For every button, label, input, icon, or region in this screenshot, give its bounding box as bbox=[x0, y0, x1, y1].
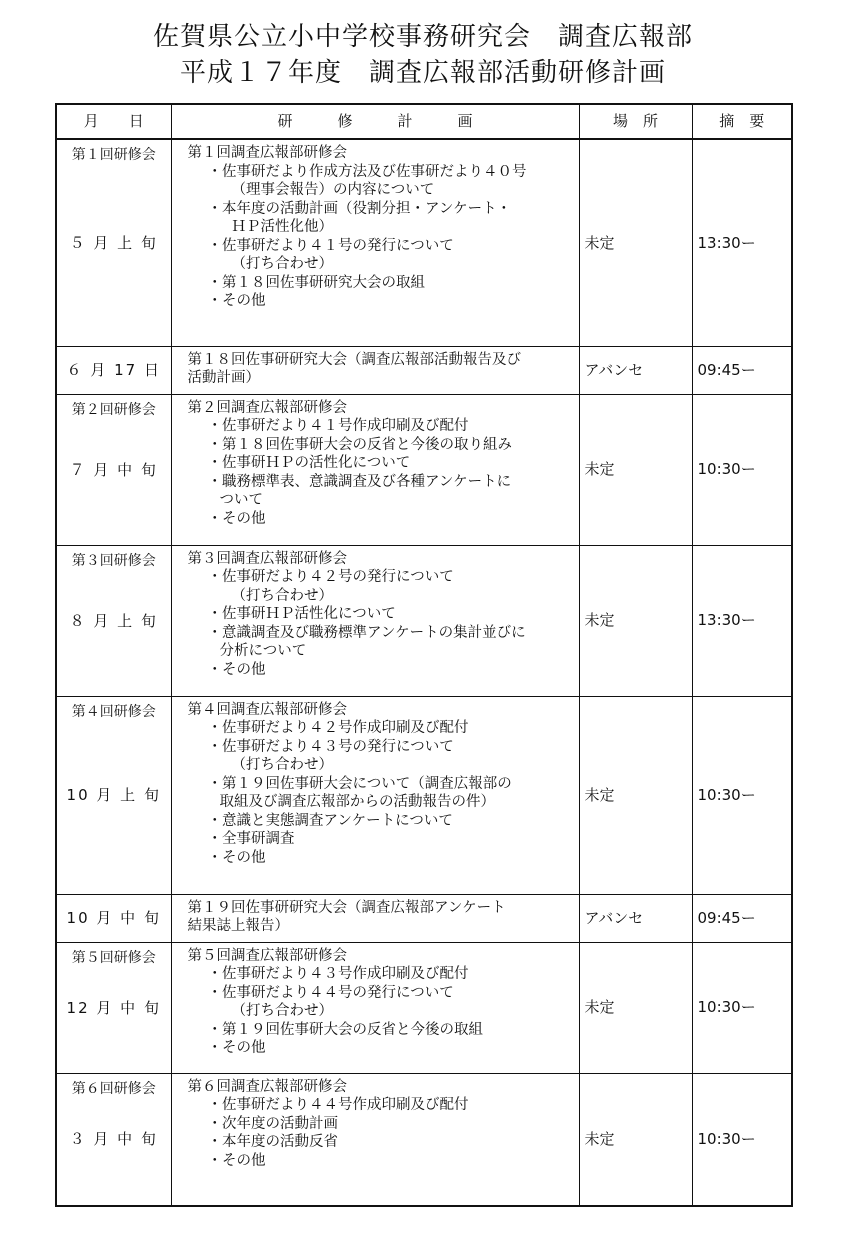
session-label: 第２回研修会 bbox=[71, 401, 156, 418]
plan-item: ・意識と実態調査アンケートについて bbox=[207, 812, 453, 829]
session-label: 第４回研修会 bbox=[71, 703, 156, 720]
date-cell bbox=[56, 545, 171, 696]
date-cell bbox=[56, 346, 171, 394]
plan-item: （打ち合わせ） bbox=[231, 1003, 333, 1019]
header-note: 摘 要 bbox=[692, 104, 792, 139]
table-row bbox=[56, 696, 792, 894]
date-label: ８ 月 上 旬 bbox=[69, 611, 158, 630]
date-label: 10 月 上 旬 bbox=[66, 785, 161, 804]
header-plan: 研 修 計 画 bbox=[171, 104, 579, 139]
plan-item: ・次年度の活動計画 bbox=[207, 1115, 338, 1132]
time-cell: 13:30ー bbox=[692, 545, 792, 696]
time-cell: 13:30ー bbox=[692, 139, 792, 346]
plan-item: ・佐事研だより４１号作成印刷及び配付 bbox=[207, 418, 469, 434]
table-row bbox=[56, 942, 792, 1073]
plan-item: ・佐事研ＨＰの活性化について bbox=[207, 455, 411, 471]
time-cell: 10:30ー bbox=[692, 1073, 792, 1206]
plan-item: ・その他 bbox=[207, 661, 266, 678]
date-label: ６ 月 17 日 bbox=[66, 360, 161, 379]
table-row bbox=[56, 346, 792, 394]
date-label: ３ 月 中 旬 bbox=[69, 1130, 158, 1148]
plan-heading: 結果誌上報告） bbox=[187, 918, 289, 934]
date-label: ５ 月 上 旬 bbox=[69, 233, 158, 252]
plan-item: ・佐事研だより４２号作成印刷及び配付 bbox=[207, 720, 469, 736]
place-cell: アバンセ bbox=[579, 346, 692, 394]
date-cell bbox=[56, 139, 171, 346]
time-cell: 09:45ー bbox=[692, 894, 792, 942]
table-row bbox=[56, 139, 792, 346]
plan-heading: 第４回調査広報部研修会 bbox=[187, 701, 347, 718]
plan-heading: 第６回調査広報部研修会 bbox=[187, 1078, 347, 1095]
plan-item: （打ち合わせ） bbox=[231, 256, 333, 272]
time-cell: 09:45ー bbox=[692, 346, 792, 394]
plan-heading: 第２回調査広報部研修会 bbox=[187, 399, 347, 416]
plan-item: ・その他 bbox=[207, 1040, 266, 1056]
time-cell: 10:30ー bbox=[692, 696, 792, 894]
plan-cell bbox=[171, 942, 579, 1073]
plan-item: ・意識調査及び職務標準アンケートの集計並びに bbox=[207, 624, 526, 641]
plan-item: ・佐事研だより４３号の発行について bbox=[207, 738, 454, 755]
plan-item: ・第１９回佐事研大会の反省と今後の取組 bbox=[207, 1021, 483, 1038]
header-place: 場 所 bbox=[579, 104, 692, 139]
date-cell bbox=[56, 894, 171, 942]
plan-heading: 第１９回佐事研研究大会（調査広報部アンケート bbox=[187, 899, 506, 916]
place-cell: 未定 bbox=[579, 139, 692, 346]
plan-cell bbox=[171, 394, 579, 545]
plan-item: ・佐事研だより４４号の発行について bbox=[207, 984, 454, 1001]
plan-item: ・佐事研だより４１号の発行について bbox=[207, 237, 454, 254]
plan-item: ＨＰ活性化他） bbox=[231, 219, 333, 235]
plan-cell bbox=[171, 545, 579, 696]
place-cell: アバンセ bbox=[579, 894, 692, 942]
session-label: 第６回研修会 bbox=[71, 1080, 156, 1097]
plan-item: ・佐事研だより４３号作成印刷及び配付 bbox=[207, 966, 469, 982]
date-label: 12 月 中 旬 bbox=[66, 998, 161, 1017]
place-cell: 未定 bbox=[579, 394, 692, 545]
table-row bbox=[56, 545, 792, 696]
date-cell bbox=[56, 696, 171, 894]
plan-item: 分析について bbox=[219, 643, 307, 659]
plan-heading: 第５回調査広報部研修会 bbox=[187, 947, 347, 964]
plan-heading: 活動計画） bbox=[187, 370, 260, 386]
plan-cell bbox=[171, 696, 579, 894]
place-cell: 未定 bbox=[579, 545, 692, 696]
plan-cell bbox=[171, 894, 579, 942]
plan-cell bbox=[171, 1073, 579, 1206]
plan-item: ・本年度の活動反省 bbox=[207, 1134, 338, 1150]
session-label: 第５回研修会 bbox=[71, 949, 156, 966]
session-label: 第１回研修会 bbox=[71, 147, 156, 163]
plan-item: ・第１９回佐事研大会について（調査広報部の bbox=[207, 775, 512, 792]
plan-heading: 第３回調査広報部研修会 bbox=[187, 550, 347, 567]
plan-item: 取組及び調査広報部からの活動報告の件） bbox=[219, 794, 495, 810]
table-row bbox=[56, 1073, 792, 1206]
date-cell bbox=[56, 1073, 171, 1206]
plan-item: ・佐事研だより作成方法及び佐事研だより４０号 bbox=[207, 163, 527, 180]
plan-item: ・職務標準表、意識調査及び各種アンケートに bbox=[207, 473, 512, 490]
plan-item: ・その他 bbox=[207, 1152, 266, 1169]
place-cell: 未定 bbox=[579, 1073, 692, 1206]
document-subtitle: 平成１７年度 調査広報部活動研修計画 bbox=[179, 58, 666, 88]
place-cell: 未定 bbox=[579, 942, 692, 1073]
plan-heading: 第１８回佐事研研究大会（調査広報部活動報告及び bbox=[187, 351, 521, 368]
plan-item: （打ち合わせ） bbox=[231, 587, 333, 604]
table-row bbox=[56, 894, 792, 942]
place-cell: 未定 bbox=[579, 696, 692, 894]
plan-item: ・全事研調査 bbox=[207, 831, 295, 847]
plan-item: ・佐事研ＨＰ活性化について bbox=[207, 606, 396, 622]
table-row bbox=[56, 394, 792, 545]
plan-cell bbox=[171, 346, 579, 394]
plan-item: ・その他 bbox=[207, 510, 266, 527]
date-cell bbox=[56, 394, 171, 545]
plan-item: ・第１８回佐事研大会の反省と今後の取り組み bbox=[207, 436, 512, 453]
plan-item: ・その他 bbox=[207, 849, 266, 866]
time-cell: 10:30ー bbox=[692, 942, 792, 1073]
plan-item: ・第１８回佐事研研究大会の取組 bbox=[207, 274, 425, 291]
date-label: ７ 月 中 旬 bbox=[69, 460, 158, 479]
table-body bbox=[56, 139, 792, 1206]
plan-cell bbox=[171, 139, 579, 346]
plan-item: ・その他 bbox=[207, 293, 266, 309]
plan-item: ・佐事研だより４４号作成印刷及び配付 bbox=[207, 1097, 469, 1113]
plan-item: ・佐事研だより４２号の発行について bbox=[207, 569, 454, 585]
training-plan-table bbox=[55, 103, 793, 1207]
plan-item: （打ち合わせ） bbox=[231, 757, 333, 773]
table-header-row bbox=[56, 104, 792, 139]
plan-heading: 第１回調査広報部研修会 bbox=[187, 145, 347, 161]
date-cell bbox=[56, 942, 171, 1073]
plan-item: ・本年度の活動計画（役割分担・アンケート・ bbox=[207, 200, 512, 217]
plan-item: ついて bbox=[219, 492, 263, 508]
session-label: 第３回研修会 bbox=[71, 552, 156, 569]
date-label: 10 月 中 旬 bbox=[66, 908, 161, 927]
header-date: 月 日 bbox=[56, 104, 171, 139]
document-title: 佐賀県公立小中学校事務研究会 調査広報部 bbox=[152, 22, 693, 52]
plan-item: （理事会報告）の内容について bbox=[231, 182, 435, 198]
time-cell: 10:30ー bbox=[692, 394, 792, 545]
